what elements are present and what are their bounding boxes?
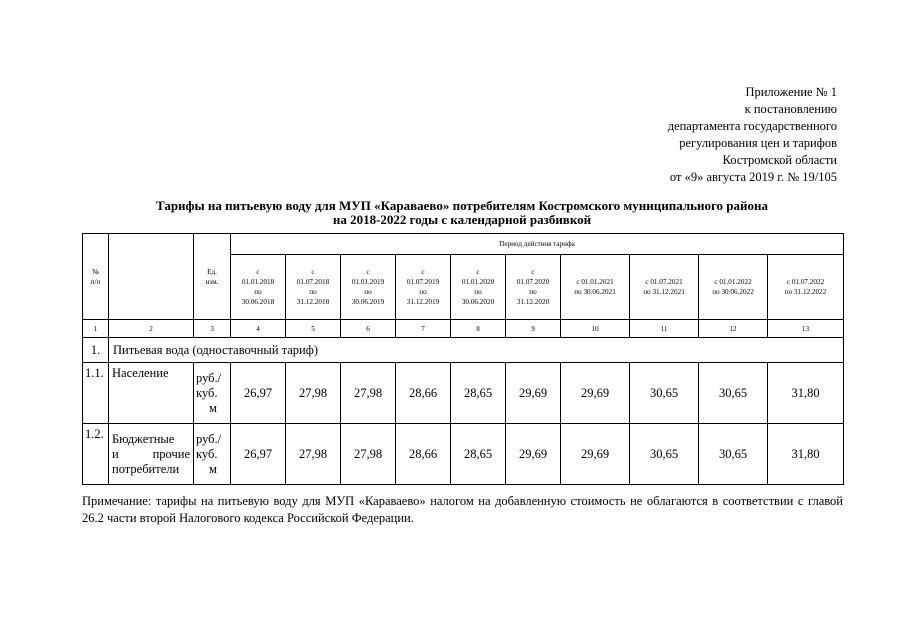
header-name [109, 234, 194, 320]
header-unit [194, 234, 231, 320]
tariff-value: 31,80 [768, 363, 844, 424]
header-period-line: 31.12.2018 [296, 298, 330, 306]
header-period-line: по [529, 288, 537, 296]
header-period-line: по [254, 288, 262, 296]
tariff-value: 29,69 [561, 363, 630, 424]
header-period-line: по [419, 288, 427, 296]
appendix-line: к постановлению [744, 102, 837, 116]
tariff-value: 30,65 [699, 363, 768, 424]
row-name-line: Бюджетные [112, 431, 175, 446]
tariff-value: 30,65 [630, 363, 699, 424]
row-unit-line: руб./ [196, 431, 222, 446]
appendix-line: Приложение № 1 [745, 85, 837, 99]
tariff-table [82, 233, 844, 485]
section-label: Питьевая вода (одноставочный тариф) [109, 338, 844, 363]
tariff-value: 28,66 [396, 424, 451, 485]
column-number: 10 [561, 320, 630, 338]
header-period-line: по 31.12.2021 [643, 288, 685, 296]
column-number: 13 [768, 320, 844, 338]
tariff-value: 27,98 [286, 424, 341, 485]
row-code: 1.2. [83, 424, 109, 485]
row-unit-line: руб./ [196, 370, 222, 385]
column-number-row [83, 320, 844, 338]
row-name-line: Население [112, 366, 169, 380]
row-name-line: и прочие [112, 446, 190, 461]
header-period-line: с 01.01.2022 [714, 278, 752, 286]
row-unit-line: куб. [196, 385, 218, 400]
header-num-line: № [92, 267, 99, 276]
appendix-line: от «9» августа 2019 г. № 19/105 [669, 170, 837, 184]
title-line-2: на 2018-2022 годы с календарной разбивкой [332, 212, 592, 227]
tariff-value: 27,98 [286, 363, 341, 424]
header-period-9 [699, 255, 768, 320]
header-period-line: с [366, 268, 370, 276]
tariff-value: 30,65 [699, 424, 768, 485]
tariff-value: 28,66 [396, 363, 451, 424]
header-period-line: 01.01.2018 [241, 278, 275, 286]
header-period-3 [341, 255, 396, 320]
document-title [82, 199, 842, 227]
row-unit-line: м [209, 461, 217, 476]
section-row [83, 338, 844, 363]
header-period-4 [396, 255, 451, 320]
column-number: 9 [506, 320, 561, 338]
row-unit [194, 424, 231, 485]
column-number: 4 [231, 320, 286, 338]
tariff-value: 28,65 [451, 424, 506, 485]
tariff-value: 29,69 [506, 363, 561, 424]
column-number: 7 [396, 320, 451, 338]
tariff-value: 29,69 [506, 424, 561, 485]
header-period-line: по [309, 288, 317, 296]
header-period-10 [768, 255, 844, 320]
header-row-period [83, 234, 844, 255]
row-name-line: потребители [112, 461, 180, 476]
appendix-line: регулирования цен и тарифов [679, 136, 837, 150]
header-num [83, 234, 109, 320]
title-line-1: Тарифы на питьевую воду для МУП «Караваево» потребителям Костромского муниципального района [155, 198, 769, 213]
appendix-block [668, 84, 837, 186]
tariff-value: 27,98 [341, 424, 396, 485]
column-number: 2 [109, 320, 194, 338]
header-period-line: по 31.12.2022 [784, 288, 827, 296]
header-period-line: 01.07.2020 [516, 278, 550, 286]
header-period-line: 01.07.2018 [296, 278, 330, 286]
header-period-line: с [311, 268, 315, 276]
header-period-line: 01.01.2019 [351, 278, 385, 286]
column-number: 6 [341, 320, 396, 338]
header-period-line: 31.12.2020 [516, 298, 550, 306]
header-period-line: 01.07.2019 [406, 278, 440, 286]
tariff-value: 29,69 [561, 424, 630, 485]
header-period-line: с [476, 268, 480, 276]
column-number: 11 [630, 320, 699, 338]
note-text: Примечание: тарифы на питьевую воду для МУП «Караваево» налогом на добавленную стоимость не облагаются в соответствии с главой 26.2 части второй Налогового кодекса Российской Федерации. [82, 494, 843, 525]
header-period-line: по 30.06.2021 [574, 288, 616, 296]
header-period-title: Период действия тарифа [231, 234, 844, 255]
tariff-value: 28,65 [451, 363, 506, 424]
header-period-6 [506, 255, 561, 320]
header-unit-line: изм. [205, 277, 219, 286]
tariff-value: 26,97 [231, 424, 286, 485]
row-unit [194, 363, 231, 424]
header-num-line: п/п [90, 277, 101, 286]
header-period-line: с [421, 268, 425, 276]
header-period-line: с [531, 268, 535, 276]
header-period-5 [451, 255, 506, 320]
header-period-line: по [474, 288, 482, 296]
row-name [109, 363, 194, 424]
column-number: 12 [699, 320, 768, 338]
row-name [109, 424, 194, 485]
row-code: 1.1. [83, 363, 109, 424]
header-period-1 [231, 255, 286, 320]
column-number: 1 [83, 320, 109, 338]
header-period-2 [286, 255, 341, 320]
table-row [83, 363, 844, 424]
header-period-line: с [256, 268, 260, 276]
row-unit-line: куб. [196, 446, 218, 461]
header-period-line: 01.01.2020 [461, 278, 495, 286]
header-period-line: 30.06.2020 [461, 298, 495, 306]
tariff-value: 31,80 [768, 424, 844, 485]
column-number: 5 [286, 320, 341, 338]
header-period-line: с 01.07.2021 [645, 278, 683, 286]
header-period-line: с 01.07.2022 [786, 278, 825, 286]
header-period-8 [630, 255, 699, 320]
column-number: 3 [194, 320, 231, 338]
header-period-line: 30.06.2018 [241, 298, 275, 306]
tariff-value: 26,97 [231, 363, 286, 424]
header-period-line: по 30.06.2022 [712, 288, 754, 296]
tariff-value: 27,98 [341, 363, 396, 424]
header-period-line: 31.12.2019 [406, 298, 440, 306]
column-number: 8 [451, 320, 506, 338]
tariff-value: 30,65 [630, 424, 699, 485]
header-period-line: с 01.01.2021 [576, 278, 614, 286]
header-period-line: 30.06.2019 [351, 298, 385, 306]
row-unit-line: м [209, 400, 217, 415]
header-unit-line: Ед. [207, 267, 217, 276]
appendix-line: департамента государственного [667, 119, 837, 133]
appendix-line: Костромской области [722, 153, 837, 167]
header-period-line: по [364, 288, 372, 296]
header-period-7 [561, 255, 630, 320]
table-row [83, 424, 844, 485]
section-code: 1. [83, 338, 109, 363]
